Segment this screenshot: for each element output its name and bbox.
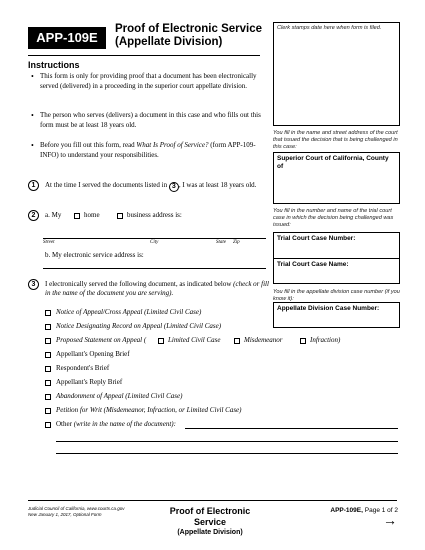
bullet-1-text: This form is only for providing proof that a document has been electronically served (delivered) in a proceeding in the superior court appellate division.	[40, 72, 257, 90]
court-label: Superior Court of California, County of	[277, 155, 389, 170]
bullet-2-dot: •	[31, 111, 34, 120]
infraction-label: Infraction)	[310, 336, 341, 344]
reply-brief-label: Appellant's Reply Brief	[56, 378, 123, 386]
clerk-note: Clerk stamps date here when form is filed.	[277, 25, 382, 31]
bullet-3-text: Before you fill out this form, read What Is Proof of Service? (form APP-109-INFO) to understand your responsibilities.	[40, 141, 256, 159]
item-2-number: 2	[28, 210, 39, 221]
bullet-3-dot: •	[31, 141, 34, 150]
footer-divider	[28, 500, 397, 501]
other-checkbox[interactable]	[45, 422, 51, 428]
form-title-line2: (Appellate Division)	[115, 36, 223, 48]
limited-civil-label: Limited Civil Case	[168, 336, 221, 344]
other-line-2[interactable]	[56, 441, 398, 442]
trial-case-name-field[interactable]	[274, 259, 399, 271]
item-1-text: At the time I served the documents listed in 3 , I was at least 18 years old.	[45, 181, 257, 190]
respondent-brief-label: Respondent's Brief	[56, 364, 110, 372]
business-checkbox[interactable]	[117, 213, 123, 219]
footer-page-info: APP-109E, Page 1 of 2	[330, 507, 398, 514]
bullet-1-dot: •	[31, 72, 34, 81]
next-page-arrow-icon[interactable]: →	[383, 512, 397, 528]
misdemeanor-checkbox[interactable]	[234, 338, 240, 344]
header-divider	[28, 55, 260, 56]
street-label: Street	[43, 240, 55, 245]
email-line[interactable]	[43, 268, 266, 269]
petition-checkbox[interactable]	[45, 408, 51, 414]
notice-appeal-label: Notice of Appeal/Cross Appeal (Limited Civil Case)	[56, 308, 202, 316]
misdemeanor-label: Misdemeanor	[244, 336, 283, 344]
clerk-stamp-box	[273, 22, 400, 126]
other-line-1[interactable]	[185, 428, 398, 429]
court-name-field[interactable]	[273, 152, 400, 204]
state-label: State	[216, 240, 226, 245]
other-line-3[interactable]	[56, 453, 398, 454]
abandonment-label: Abandonment of Appeal (Limited Civil Case)	[56, 392, 183, 400]
home-checkbox[interactable]	[74, 213, 80, 219]
petition-label: Petition for Writ (Misdemeanor, Infraction, or Limited Civil Case)	[56, 406, 242, 414]
footer-title: Proof of Electronic Service (Appellate Division)	[169, 506, 251, 536]
item-2a-label: a. My	[45, 211, 62, 219]
proposed-label: Proposed Statement on Appeal (	[56, 336, 147, 344]
proposed-checkbox[interactable]	[45, 338, 51, 344]
other-label: Other (write in the name of the document):	[56, 420, 176, 428]
form-title-line1: Proof of Electronic Service	[115, 23, 262, 35]
trial-case-number-field[interactable]	[274, 233, 399, 259]
notice-record-label: Notice Designating Record on Appeal (Limited Civil Case)	[56, 322, 222, 330]
zip-label: Zip	[233, 240, 240, 245]
address-line[interactable]	[43, 238, 266, 239]
item-3-intro: I electronically served the following document, as indicated below (check or fill in the name of the document you are serving).	[45, 280, 269, 297]
limited-civil-checkbox[interactable]	[158, 338, 164, 344]
notice-appeal-checkbox[interactable]	[45, 310, 51, 316]
trial-number-label: Trial Court Case Number:	[277, 235, 356, 242]
opening-brief-label: Appellant's Opening Brief	[56, 350, 130, 358]
court-note: You fill in the name and street address of the court that issued the decision that is being challenged in this case:	[273, 130, 398, 150]
item-1-ref: 3	[169, 182, 179, 192]
form-id-badge: APP-109E	[28, 27, 106, 49]
respondent-brief-checkbox[interactable]	[45, 366, 51, 372]
footer-council-info: Judicial Council of California, www.courts.ca.gov New January 1, 2017, Optional Form	[28, 506, 125, 517]
bullet-2-text: The person who serves (delivers) a document in this case and who fills out this form must be at least 18 years old.	[40, 111, 261, 129]
business-label: business address is:	[127, 211, 182, 219]
appellate-case-number-field[interactable]	[273, 302, 400, 328]
opening-brief-checkbox[interactable]	[45, 352, 51, 358]
trial-case-box	[273, 232, 400, 284]
notice-record-checkbox[interactable]	[45, 324, 51, 330]
city-label: City	[150, 240, 159, 245]
item-1-number: 1	[28, 180, 39, 191]
instructions-title: Instructions	[28, 60, 80, 70]
appellate-label: Appellate Division Case Number:	[277, 305, 380, 312]
item-3-number: 3	[28, 279, 39, 290]
form-title	[115, 23, 262, 49]
item-2b-label: b. My electronic service address is:	[45, 251, 144, 259]
reply-brief-checkbox[interactable]	[45, 380, 51, 386]
infraction-checkbox[interactable]	[300, 338, 306, 344]
abandonment-checkbox[interactable]	[45, 394, 51, 400]
trial-name-label: Trial Court Case Name:	[277, 261, 349, 268]
appellate-note: You fill in the appellate division case number (if you know it):	[273, 289, 400, 302]
trial-note: You fill in the number and name of the trial court case in which the decision being challenged was issued:	[273, 208, 394, 228]
home-label: home	[84, 211, 100, 219]
